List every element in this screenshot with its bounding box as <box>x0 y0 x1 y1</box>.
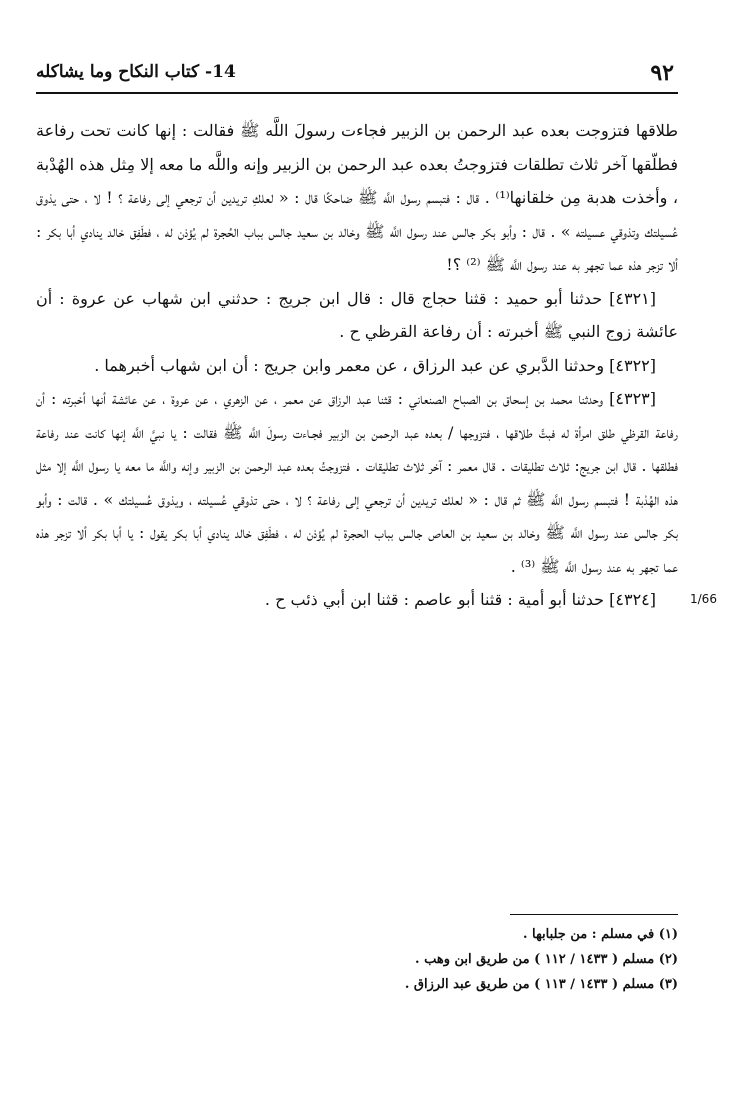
hadith-4323: [٤٣٢٣] وحدثنا محمد بن إسحاق بن الصباح الصنعاني : قثنا عبد الرزاق عن معمر ، عن الزهري ، عن عروة ، عن عائشة أنها أخبرته : أن رفاعة القرظي طلق امرأة له فبتَّ طلاقها ، فتزوجها / بعده عبد الرحمن بن الزبير فجـاءت رسولَ اللَّه ﷺ فقالت : يا نبيَّ اللَّه إنها كانت عند رفاعة فطلقها . قال ابن جريج: ثلاث تطليقات . قال معمر : آخر ثلاث تطليقات . فتزوجتُ بعده عبد الرحمن بن الزبير وإنه واللَّه ما معه يا رسول اللَّه إلا مثل هذه الهُدْبة ! فتبسم رسول اللَّه ﷺ ثم قال : « لعلك تريدين أن ترجعي إلى رفاعة ؟ لا ، حتى تذوقي عُسيلته ، ويذوق عُسيلتك » . قالت : وأبو بكر جالس عند رسول اللَّه ﷺ وخالد بن سعيد بن العاص جالس بباب الحجرة لم يُؤذن له ، فطَفِق خالد ينادي أبا بكر يقول : يا أبا بكر ألا تزجر هذه عما تجهر به عند رسول اللَّه ﷺ ⁽³⁾ . <box>36 389 678 576</box>
footnote-rule <box>510 914 678 915</box>
main-text <box>36 114 678 617</box>
footnote-1: (١) في مسلم : من جلبابها . <box>523 927 678 942</box>
header-rule <box>36 92 678 94</box>
page-header <box>36 58 676 90</box>
hadith-4322: [٤٣٢٢] وحدثنا الدَّبري عن عبد الرزاق ، عن معمر وابن جريج : أن ابن شهاب أخبرهما . <box>94 355 656 375</box>
footnotes <box>36 922 678 997</box>
running-title: 14- كتاب النكاح وما يشاكله <box>36 62 236 82</box>
paragraph-continuation: طلاقها فتزوجت بعده عبد الرحمن بن الزبير فجاءت رسولَ اللَّه ﷺ فقالت : إنها كانت تحت رفاعة فطلّقها آخر ثلاث تطلقات فتزوجتُ بعده عبد الرحمن بن الزبير وإنه واللَّه ما معه إلا مِثل هذه الهُدْبة ، وأخذت هدبة مِن خلقانها⁽¹⁾ . قال : فتبسم رسول اللَّه ﷺ ضاحكًا قال : « لعلكِ تريدين أن ترجعي إلى رفاعة ؟ ! لا ، حتى يذوق عُسيلتك وتذوقي عسيلته » . قال : وأبو بكر جالس عند رسول اللَّه ﷺ وخالد بن سعيد جالس بباب الحُجرة لم يُؤذن له ، فطَفِق خالد ينادي أبا بكر : ألا تزجر هذه عما تجهر به عند رسول اللَّه ﷺ ⁽²⁾ ؟! <box>36 121 679 274</box>
margin-folio-note: 1/66 <box>690 592 717 606</box>
hadith-4321: [٤٣٢١] حدثنا أبو حميد : قثنا حجاج قال : قال ابن جريج : حدثني ابن شهاب عن عروة : أن عائشة زوج النبي ﷺ أخبرته : أن رفاعة القرظي ح . <box>36 288 678 341</box>
page-number: ٩٢ <box>650 60 674 86</box>
footnote-2: (٢) مسلم ( ١٤٣٣ / ١١٢ ) من طريق ابن وهب . <box>415 952 678 967</box>
footnote-3: (٣) مسلم ( ١٤٣٣ / ١١٣ ) من طريق عبد الرزاق . <box>404 977 678 992</box>
hadith-4324: [٤٣٢٤] حدثنا أبو أمية : قثنا أبو عاصم : قثنا ابن أبي ذئب ح . <box>264 590 656 609</box>
